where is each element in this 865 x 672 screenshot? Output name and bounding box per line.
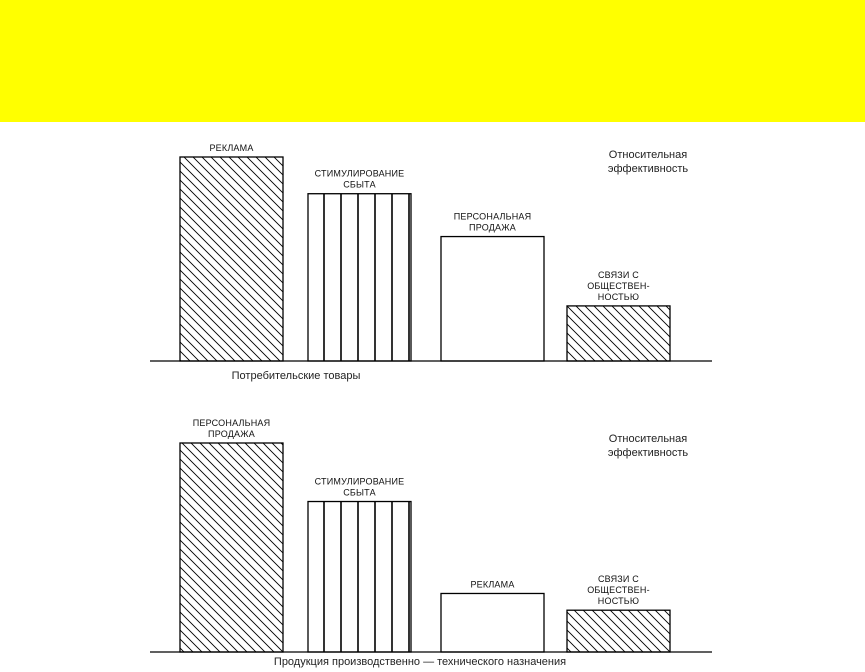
bar <box>441 237 544 361</box>
bar <box>180 443 283 652</box>
bar-label: СВЯЗИ С ОБЩЕСТВЕН-НОСТЬЮ <box>587 574 650 607</box>
bar-label: РЕКЛАМА <box>470 579 515 590</box>
chart-industrial-goods <box>150 418 712 668</box>
bar-label: ПЕРСОНАЛЬНАЯ ПРОДАЖА <box>192 418 271 439</box>
chart-caption: Потребительские товары <box>231 370 361 382</box>
bar-label: ПЕРСОНАЛЬНАЯ ПРОДАЖА <box>453 211 532 233</box>
bar-label: СТИМУЛИРОВАНИЕ СБЫТА <box>314 168 405 190</box>
bar <box>567 306 670 361</box>
bar <box>308 502 411 652</box>
relative-effectiveness-label: Относительная эффективность <box>607 149 689 175</box>
bars-group <box>180 143 670 361</box>
bars-group <box>180 418 670 652</box>
bar <box>441 593 544 652</box>
relative-effectiveness-label: Относительная эффективность <box>607 433 689 459</box>
bar <box>180 157 283 361</box>
bar-label: СТИМУЛИРОВАНИЕ СБЫТА <box>314 476 405 498</box>
bar-label: СВЯЗИ С ОБЩЕСТВЕН-НОСТЬЮ <box>587 269 650 302</box>
bar <box>567 610 670 652</box>
bar <box>308 194 411 361</box>
chart-consumer-goods <box>150 143 712 382</box>
bar-label: РЕКЛАМА <box>209 143 254 153</box>
chart-caption: Продукция производственно — технического назначения <box>273 656 567 668</box>
